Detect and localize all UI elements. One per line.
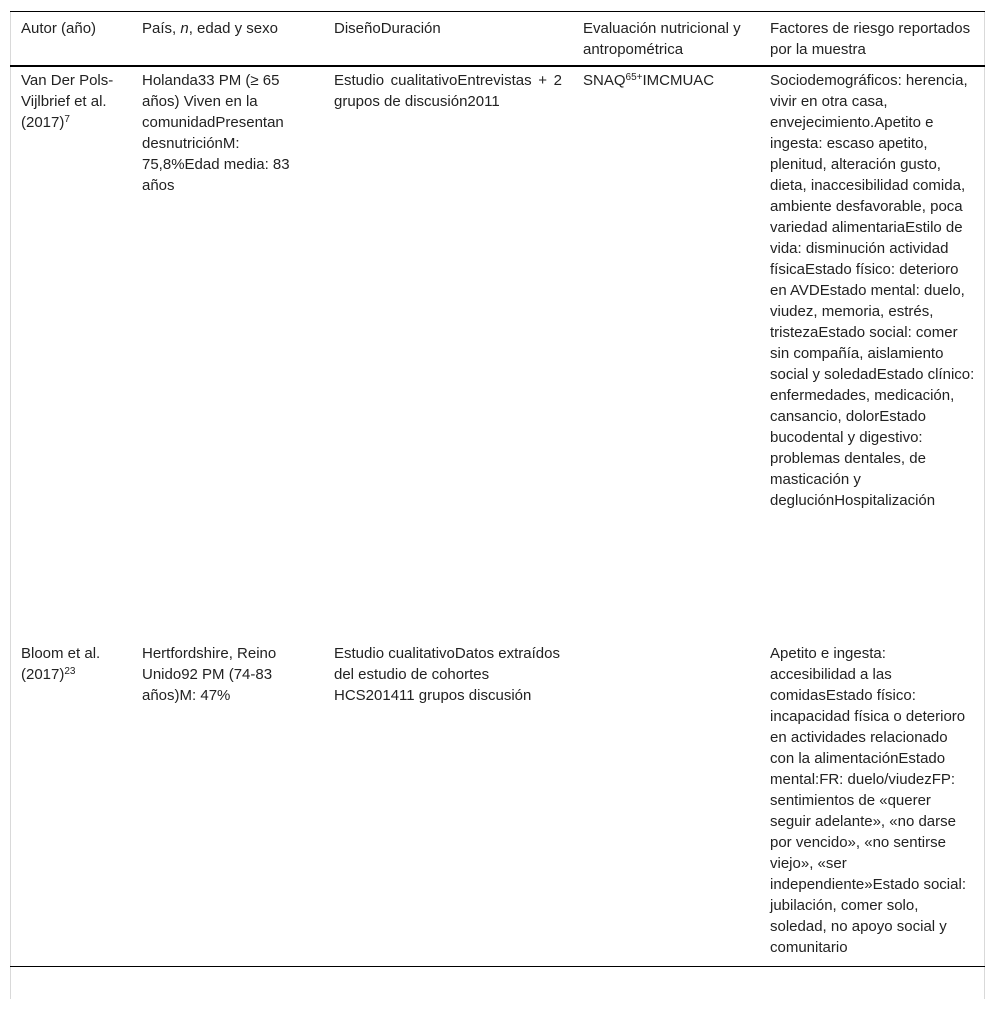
cell-evaluation: [572, 66, 759, 640]
evaluation-superscript: 65+: [625, 72, 643, 83]
cell-author: [10, 640, 131, 967]
cell-country: Hertfordshire, Reino Unido92 PM (74-83 años)M: 47%: [131, 640, 323, 967]
evaluation-text: SNAQ: [583, 72, 626, 89]
header-author: Autor (año): [10, 12, 131, 67]
author-text: Van Der Pols-Vijlbrief et al.(2017): [21, 72, 114, 131]
cell-factors: Sociodemográficos: herencia, vivir en otra casa, envejecimiento.Apetito e ingesta: escaso apetito, plenitud, alteración gusto, dieta, inaccesibilidad comida, ambiente desfavorable, poca variedad alimentariaEstilo de vida: disminución actividad físicaEstado físico: deterioro en AVDEstado mental: duelo, viudez, memoria, estrés, tristezaEstado social: comer sin compañía, aislamiento social y soledadEstado clínico: enfermedades, medicación, cansancio, dolorEstado bucodental y digestivo: problemas dentales, de masticación y degluciónHospitalización: [770, 72, 975, 509]
header-design: DiseñoDuración: [323, 12, 572, 67]
header-country-post: , edad y sexo: [188, 20, 278, 37]
cell-author: [10, 66, 131, 640]
cell-factors: Apetito e ingesta: accesibilidad a las comidasEstado físico: incapacidad física o deterioro en actividades relacionado con la alimentaciónEstado mental:FR: duelo/viudezFP: sentimientos de «querer seguir adelante», «no darse por vencido», «no sentirse viejo», «ser independiente»Estado social: jubilación, comer solo, soledad, no apoyo social y comunitario: [759, 640, 985, 967]
header-country-pre: País,: [142, 20, 181, 37]
cell-country: Holanda33 PM (≥ 65 años) Viven en la comunidadPresentan desnutriciónM: 75,8%Edad media: 83 años: [142, 72, 290, 194]
table-row: [10, 66, 985, 640]
studies-table: [10, 11, 985, 967]
cell-evaluation: [572, 640, 759, 967]
header-country-n: n: [180, 20, 189, 37]
header-country: [131, 12, 323, 67]
cell-design: Estudio cualitativoEntrevistas + 2 grupos de discusión2011: [334, 72, 562, 110]
cell-design: Estudio cualitativoDatos extraídos del estudio de cohortes HCS201411 grupos discusión: [323, 640, 572, 967]
header-evaluation: Evaluación nutricional y antropométrica: [572, 12, 759, 67]
evaluation-text-rest: IMCMUAC: [642, 72, 715, 89]
author-reference: 23: [64, 666, 76, 677]
author-reference: 7: [64, 114, 70, 125]
table-row: [10, 640, 985, 967]
table-header-row: [10, 12, 985, 67]
header-factors: Factores de riesgo reportados por la muestra: [759, 12, 985, 67]
author-text: Bloom et al.(2017): [21, 645, 101, 683]
